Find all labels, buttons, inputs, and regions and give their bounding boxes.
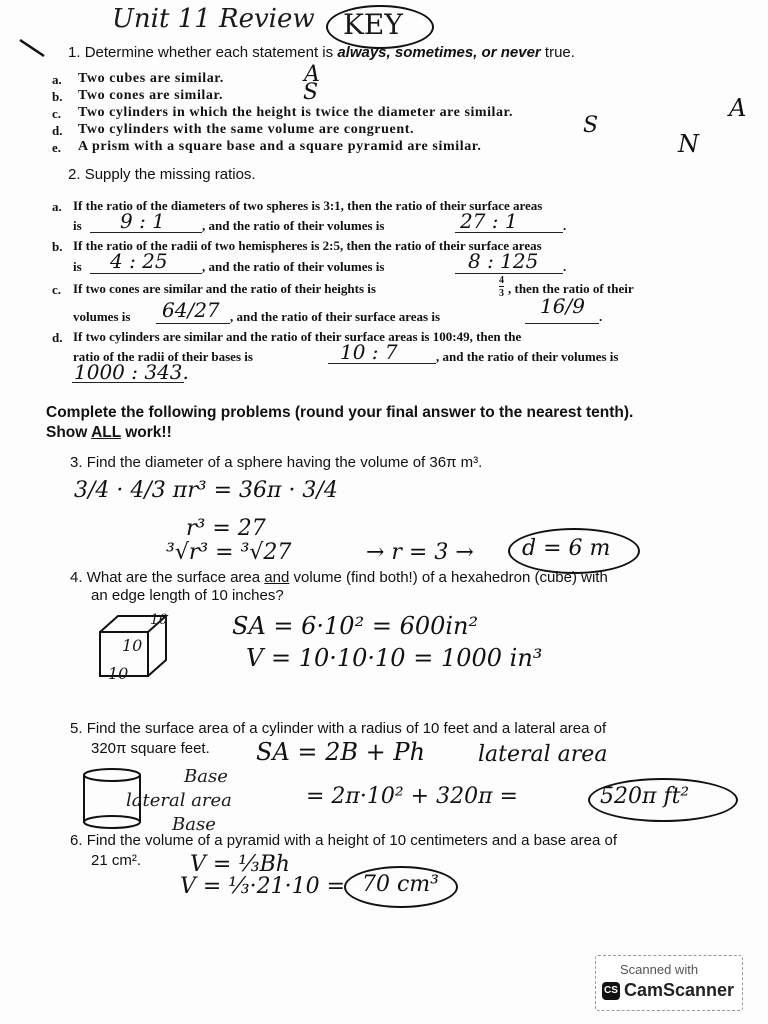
q2a-letter: a.	[52, 199, 62, 214]
q3-work-line3: ³√r³ = ³√27	[166, 540, 292, 565]
cylinder-label-top-base: Base	[184, 766, 228, 787]
q1-letter-e: e.	[52, 140, 62, 155]
margin-check-mark	[18, 36, 48, 60]
cylinder-label-bottom-base: Base	[172, 814, 216, 835]
q2a-period: .	[563, 218, 567, 233]
q2c-text-line1b: , then the ratio of their	[508, 281, 634, 296]
q2a-answer1: 9 : 1	[120, 209, 165, 233]
q1d-answer: S	[583, 113, 599, 138]
q2c-period: .	[599, 309, 603, 324]
q2d-answer2-underline	[72, 382, 184, 383]
q2c-fraction-numerator: 4	[499, 275, 504, 286]
q2b-text-line1: If the ratio of the radii of two hemispheres is 2:5, then the ratio of their surface areas	[73, 238, 542, 253]
q1a-statement: Two cubes are similar.	[78, 71, 224, 86]
q3-work-line1: 3/4 · 4/3 πr³ = 36π · 3/4	[74, 478, 338, 503]
q2b-letter: b.	[52, 239, 63, 254]
q1e-answer: N	[678, 130, 699, 158]
q2b-answer1: 4 : 25	[110, 249, 168, 273]
q2a-answer2: 27 : 1	[460, 209, 518, 233]
q5-prompt-line2: 320π square feet.	[91, 740, 210, 757]
q1c-statement: Two cylinders in which the height is twice the diameter are similar.	[78, 105, 514, 120]
q1-letter-c: c.	[52, 106, 62, 121]
q2d-text-line2b: , and the ratio of their volumes is	[436, 349, 619, 364]
q4-surface-area-work: SA = 6·10² = 600in²	[232, 612, 479, 640]
q1c-answer: A	[729, 94, 747, 122]
q1a-answer: A	[304, 62, 320, 87]
q2-prompt: 2. Supply the missing ratios.	[68, 166, 256, 183]
q1-letter-a: a.	[52, 72, 62, 87]
watermark-brand: CamScanner	[624, 980, 735, 1000]
q6-formula: V = ⅓Bh	[190, 852, 290, 877]
q5-answer: 520π ft²	[600, 784, 690, 809]
q1b-statement: Two cones are similar.	[78, 88, 224, 103]
q2b-text-mid: , and the ratio of their volumes is	[202, 259, 385, 274]
q2c-text-line1a: If two cones are similar and the ratio of their heights is	[73, 281, 376, 296]
q3-work-line2: r³ = 27	[186, 516, 266, 541]
q5-formula-note: lateral area	[478, 742, 608, 767]
q2c-blank2	[525, 323, 599, 324]
q2b-blank1	[90, 273, 202, 274]
q2d-answer1: 10 : 7	[340, 340, 398, 364]
q2b-answer2: 8 : 125	[468, 249, 539, 273]
q1-prompt: 1. Determine whether each statement is always, sometimes, or never true.	[68, 44, 575, 61]
q2b-is: is	[73, 259, 82, 274]
handwritten-title: Unit 11 Review	[112, 4, 315, 34]
cube-label-bottom: 10	[108, 664, 129, 683]
q2d-letter: d.	[52, 330, 63, 345]
camscanner-watermark	[595, 955, 743, 1011]
q2c-answer1: 64/27	[162, 298, 220, 322]
cube-label-front: 10	[122, 636, 143, 655]
q2d-text-line1: If two cylinders are similar and the ratio of their surface areas is 100:49, then the	[73, 329, 522, 344]
handwritten-key: KEY	[343, 8, 403, 41]
q1-letter-b: b.	[52, 89, 63, 104]
q2d-text-line2a: ratio of the radii of their bases is	[73, 349, 253, 364]
q3-answer: d = 6 m	[522, 536, 611, 561]
q2c-letter: c.	[52, 282, 62, 297]
q6-answer: 70 cm³	[362, 872, 439, 897]
q2c-blank1	[156, 323, 230, 324]
camscanner-logo-icon: CS	[602, 982, 620, 1000]
q6-prompt-line1: 6. Find the volume of a pyramid with a height of 10 centimeters and a base area of	[70, 832, 617, 849]
q4-prompt-line2: an edge length of 10 inches?	[91, 587, 284, 604]
q1e-statement: A prism with a square base and a square pyramid are similar.	[78, 139, 482, 154]
q3-work-line4: → r = 3 →	[366, 540, 474, 565]
q2c-answer2: 16/9	[540, 294, 585, 318]
q2a-text-line1: If the ratio of the diameters of two spheres is 3:1, then the ratio of their surface areas	[73, 198, 543, 213]
q4-prompt-line1: 4. What are the surface area and volume (find both!) of a hexahedron (cube) with	[70, 569, 608, 586]
q2a-text-mid: , and the ratio of their volumes is	[202, 218, 385, 233]
instructions-line2: Show ALL work!!	[46, 424, 172, 441]
q1b-answer: S	[303, 80, 319, 105]
q4-volume-work: V = 10·10·10 = 1000 in³	[246, 644, 543, 672]
q2b-blank2	[455, 273, 563, 274]
q6-work: V = ⅓·21·10 =	[180, 874, 346, 899]
q5-work: = 2π·10² + 320π =	[306, 784, 518, 809]
cube-label-top: 10	[150, 612, 168, 628]
q2c-fraction-denominator: 3	[499, 288, 504, 299]
watermark-scanned-with: Scanned with	[620, 962, 699, 977]
q2b-period: .	[563, 259, 567, 274]
q2d-answer2: 1000 : 343.	[74, 360, 189, 384]
q2c-text-mid: , and the ratio of their surface areas is	[230, 309, 441, 324]
q1-letter-d: d.	[52, 123, 63, 138]
q5-prompt-line1: 5. Find the surface area of a cylinder with a radius of 10 feet and a lateral area of	[70, 720, 607, 737]
q5-formula: SA = 2B + Ph	[256, 738, 426, 766]
cylinder-label-lateral-area: lateral area	[126, 790, 232, 811]
q2a-is: is	[73, 218, 82, 233]
instructions-line1: Complete the following problems (round your final answer to the nearest tenth).	[46, 404, 634, 421]
q1d-statement: Two cylinders with the same volume are congruent.	[78, 122, 415, 137]
q2c-volumes-is: volumes is	[73, 309, 131, 324]
q6-prompt-line2: 21 cm².	[91, 852, 142, 869]
q3-prompt: 3. Find the diameter of a sphere having the volume of 36π m³.	[70, 454, 483, 471]
